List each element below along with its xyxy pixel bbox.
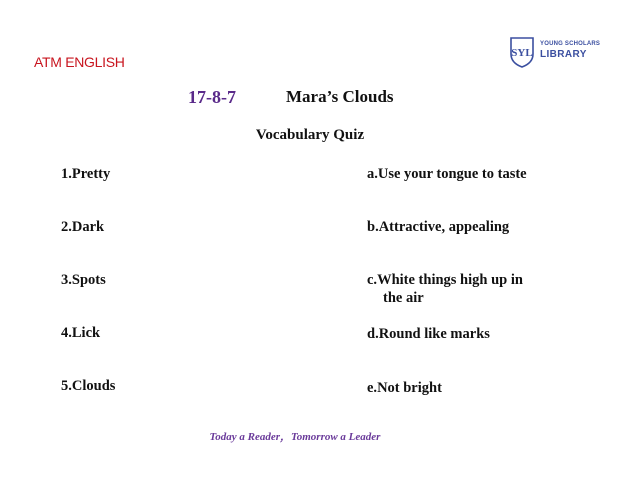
definition-item-c — [367, 271, 523, 307]
word-number: 5. — [61, 378, 72, 394]
footer-slogan: Today a Reader，Tomorrow a Leader — [209, 431, 381, 443]
definition-letter: d. — [367, 326, 379, 342]
word-text: Clouds — [71, 378, 116, 394]
word-number: 4. — [61, 325, 72, 341]
word-text: Lick — [71, 325, 101, 341]
word-item-3 — [61, 271, 106, 289]
definition-text: Attractive, appealing — [378, 219, 510, 235]
word-item-1 — [61, 165, 110, 183]
syl-logo-icon — [507, 34, 537, 68]
definition-letter: c. — [367, 272, 378, 288]
definition-text: Round like marks — [378, 326, 490, 342]
word-item-5 — [61, 377, 115, 395]
word-text: Pretty — [71, 166, 111, 182]
library-logo — [507, 34, 617, 68]
word-number: 1. — [61, 166, 72, 182]
brand-name: ATM ENGLISH — [34, 54, 125, 70]
word-number: 3. — [61, 272, 72, 288]
quiz-title: Vocabulary Quiz — [255, 127, 365, 143]
logo-bottom-text: LIBRARY — [540, 49, 587, 60]
word-number: 2. — [61, 219, 72, 235]
definition-item-d — [367, 325, 490, 343]
word-text: Spots — [71, 272, 106, 288]
word-text: Dark — [71, 219, 105, 235]
book-code: 17-8-7 — [188, 87, 236, 107]
definition-text-continued: the air — [383, 290, 424, 306]
definition-letter: b. — [367, 219, 379, 235]
definition-item-a — [367, 165, 527, 183]
definition-text: White things high up in — [377, 272, 523, 288]
word-item-4 — [61, 324, 100, 342]
logo-top-text: YOUNG SCHOLARS — [540, 41, 601, 47]
definition-letter: a. — [367, 166, 378, 182]
word-item-2 — [61, 218, 104, 236]
logo-mark-text: SYL — [511, 47, 533, 59]
definition-item-b — [367, 218, 509, 236]
definition-item-e — [367, 379, 442, 397]
definition-text: Use your tongue to taste — [377, 166, 527, 182]
definition-letter: e. — [367, 380, 378, 396]
definition-text: Not bright — [377, 380, 442, 396]
book-title: Mara’s Clouds — [286, 87, 394, 106]
